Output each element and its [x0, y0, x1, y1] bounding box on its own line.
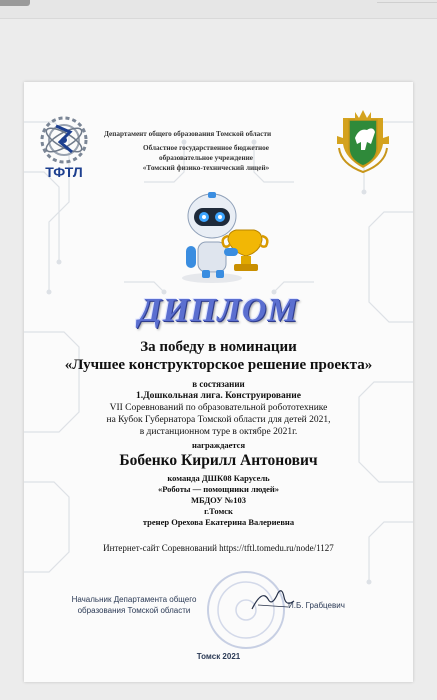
institution-line-1: Областное государственное бюджетное: [143, 144, 269, 152]
signatory-title: [54, 594, 214, 616]
competition-line-3: в дистанционном туре в октябре 2021г.: [139, 427, 298, 437]
website-line: Интернет-сайт Соревнований https://tftl.tomedu.ru/node/1127: [103, 543, 334, 553]
nomination-line-1: За победу в номинации: [140, 339, 297, 355]
institution-line-2: образовательное учреждение: [159, 154, 253, 162]
league-name: 1.Дошкольная лига. Конструирование: [136, 391, 301, 401]
coach-name: тренер Орехова Екатерина Валериевна: [142, 517, 295, 527]
awarded-label: награждается: [191, 440, 246, 450]
department-name: Департамент общего образования Томской области: [104, 130, 272, 138]
top-bar: [0, 0, 437, 19]
tftl-logo: [34, 112, 94, 190]
nomination-line-2: «Лучшее конструкторское решение проекта»: [64, 357, 373, 373]
top-bar-chip: [0, 0, 30, 6]
city-year: Томск 2021: [196, 652, 241, 661]
signer-name: И.Б. Грабцевич: [288, 601, 345, 610]
recipient-name: Бобенко Кирилл Антонович: [119, 452, 318, 469]
in-contest-label: в состязании: [192, 379, 245, 389]
tomsk-oblast-crest-icon: [335, 108, 391, 174]
competition-line-2: на Кубок Губернатора Томской области для детей 2021,: [106, 415, 331, 425]
diploma-sheet: [24, 82, 413, 682]
signatory-title-line-1: Начальник Департамента общего: [71, 595, 197, 604]
diploma-title: ДИПЛОМ: [138, 292, 299, 329]
team-label: команда ДШК08 Карусель: [167, 473, 270, 483]
team-name: «Роботы — помощники людей»: [157, 484, 280, 494]
signatory-title-line-2: образования Томской области: [77, 606, 191, 615]
competition-line-1: VII Соревнований по образовательной робототехнике: [109, 403, 328, 413]
robot-trophy-illustration: [162, 186, 272, 284]
institution-line-3: «Томский физико-технический лицей»: [142, 164, 270, 172]
school-name: МБДОУ №103: [191, 495, 246, 505]
handwritten-signature-icon: [248, 585, 298, 615]
top-bar-line: [377, 2, 437, 3]
tftl-logo-text: ТФТЛ: [45, 164, 83, 180]
tftl-emblem-icon: [34, 112, 94, 170]
city-name: г.Томск: [204, 506, 233, 516]
